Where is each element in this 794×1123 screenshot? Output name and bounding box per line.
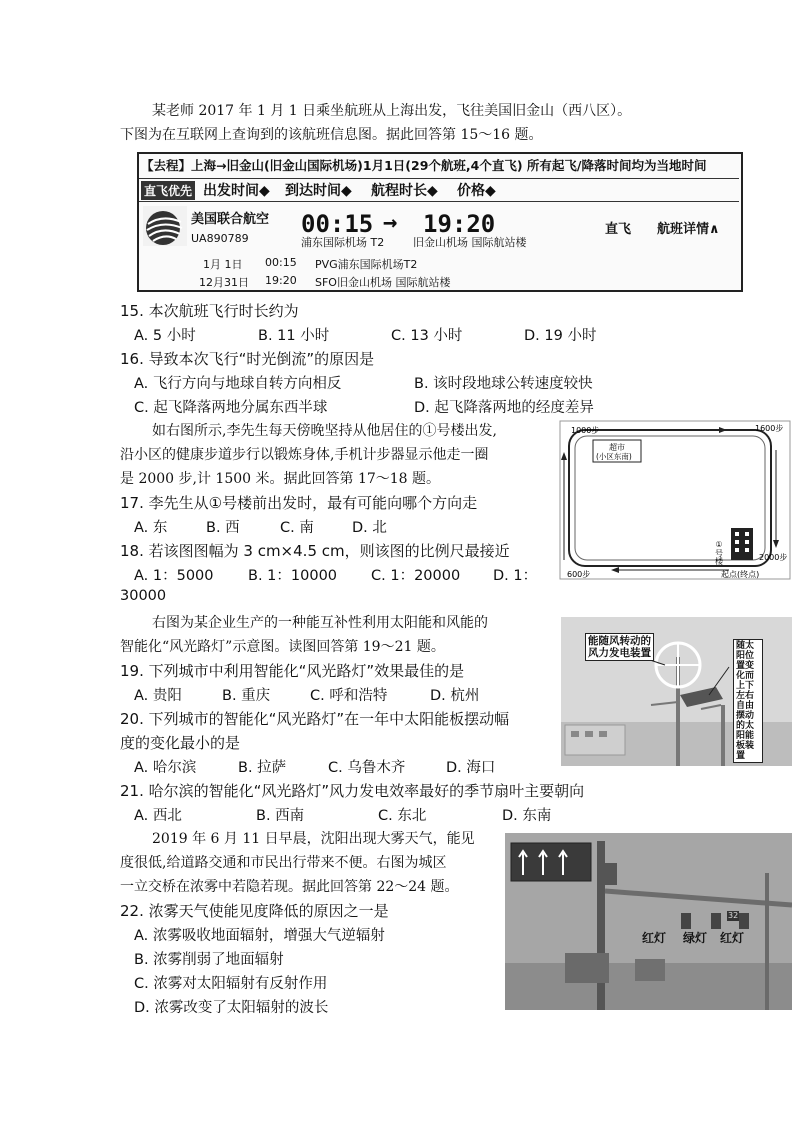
q17-option-a: A. 东	[134, 520, 168, 536]
q19-option-a: A. 贵阳	[134, 688, 182, 704]
intro-line-1: 某老师 2017 年 1 月 1 日乘坐航班从上海出发，飞往美国旧金山（西八区）。	[152, 103, 632, 119]
airline-globe-icon	[143, 206, 187, 246]
intro-line-2: 下图为在互联网上查询到的该航班信息图。据此回答第 15～16 题。	[120, 127, 543, 143]
depart-airport: 浦东国际机场 T2	[301, 236, 385, 249]
sort-depart: 出发时间◆	[203, 183, 270, 199]
arrive-airport: 旧金山机场 国际航站楼	[413, 236, 527, 249]
green-light-label: 绿灯	[683, 931, 708, 945]
intro17-line-1: 如右图所示,李先生每天傍晚坚持从他居住的①号楼出发,	[152, 423, 497, 439]
signal-countdown: 32	[728, 911, 739, 920]
q15-stem: 15. 本次航班飞行时长约为	[120, 302, 299, 320]
q19-option-c: C. 呼和浩特	[310, 688, 388, 704]
sort-duration: 航程时长◆	[371, 183, 438, 199]
foggy-overpass-photo	[505, 833, 792, 1010]
intro19-line-1: 右图为某企业生产的一种能互补性利用太阳能和风能的	[152, 615, 488, 631]
q20-option-d: D. 海口	[446, 760, 496, 776]
map-label-2000: 2000步	[759, 553, 788, 562]
q18-option-c: C. 1：20000	[371, 568, 461, 584]
q21-option-a: A. 西北	[134, 808, 182, 824]
q20-stem-1: 20. 下列城市的智能化“风光路灯”在一年中太阳能板摆动幅	[120, 710, 510, 728]
q17-option-b: B. 西	[206, 520, 240, 536]
intro22-line-1: 2019 年 6 月 11 日早晨，沈阳出现大雾天气，能见	[152, 831, 475, 847]
red-light-label-1: 红灯	[642, 931, 667, 945]
map-building-label: ①号楼	[714, 540, 724, 565]
q22-option-b: B. 浓雾削弱了地面辐射	[134, 952, 284, 968]
q22-option-d: D. 浓雾改变了太阳辐射的波长	[134, 1000, 329, 1016]
q20-option-a: A. 哈尔滨	[134, 760, 197, 776]
q19-option-d: D. 杭州	[430, 688, 480, 704]
q22-option-a: A. 浓雾吸收地面辐射，增强大气逆辐射	[134, 928, 385, 944]
map-supermarket: 超市	[609, 443, 625, 452]
arrow: →	[383, 208, 398, 236]
flight-details-link[interactable]: 航班详情∧	[657, 222, 720, 237]
q16-option-a: A. 飞行方向与地球自转方向相反	[134, 376, 342, 392]
q19-option-b: B. 重庆	[222, 688, 271, 704]
q22-stem: 22. 浓雾天气使能见度降低的原因之一是	[120, 902, 389, 920]
seg1-time: 00:15	[265, 256, 297, 269]
map-start-label: 起点(终点)	[721, 570, 760, 579]
q17-stem: 17. 李先生从①号楼前出发时，最有可能向哪个方向走	[120, 494, 478, 512]
q18-option-a: A. 1：5000	[134, 568, 214, 584]
red-light-label-2: 红灯	[720, 931, 745, 945]
q15-option-d: D. 19 小时	[524, 328, 597, 344]
q18-stem: 18. 若该图图幅为 3 cm×4.5 cm，则该图的比例尺最接近	[120, 542, 510, 560]
sort-price: 价格◆	[457, 183, 496, 199]
sort-arrive: 到达时间◆	[285, 183, 352, 199]
q16-option-b: B. 该时段地球公转速度较快	[414, 376, 593, 392]
map-label-600: 600步	[567, 570, 591, 579]
intro22-line-2: 度很低,给道路交通和市民出行带来不便。右图为城区	[120, 855, 447, 871]
flight-row	[139, 202, 739, 254]
intro22-line-3: 一立交桥在浓雾中若隐若现。据此回答第 22～24 题。	[120, 879, 459, 895]
flight-number: UA890789	[191, 232, 249, 245]
q22-option-c: C. 浓雾对太阳辐射有反射作用	[134, 976, 328, 992]
wind-solar-lamp-photo	[561, 617, 792, 766]
q16-option-d: D. 起飞降落两地的经度差异	[414, 400, 594, 416]
q21-option-d: D. 东南	[502, 808, 552, 824]
q21-stem: 21. 哈尔滨的智能化“风光路灯”风力发电效率最好的季节扇叶主要朝向	[120, 782, 585, 800]
flight-info-figure	[137, 152, 743, 292]
q15-option-c: C. 13 小时	[391, 328, 463, 344]
q20-option-c: C. 乌鲁木齐	[328, 760, 406, 776]
q20-stem-2: 度的变化最小的是	[120, 734, 241, 752]
nonstop-label: 直飞	[605, 222, 632, 237]
q17-option-c: C. 南	[280, 520, 314, 536]
map-supermarket-sub: (小区东南)	[596, 452, 632, 461]
seg2-place: SFO旧金山机场 国际航站楼	[315, 276, 451, 289]
intro17-line-3: 是 2000 步,计 1500 米。据此回答第 17～18 题。	[120, 471, 441, 487]
q18-option-d-cont: 30000	[120, 588, 167, 604]
arrive-time: 19:20	[423, 210, 496, 238]
q21-option-c: C. 东北	[378, 808, 427, 824]
q18-option-d: D. 1：	[493, 568, 538, 584]
sort-bar	[139, 178, 739, 202]
map-label-1000: 1000步	[571, 426, 600, 435]
map-label-1600: 1600步	[755, 424, 784, 433]
seg1-place: PVG浦东国际机场T2	[315, 258, 418, 271]
q15-option-a: A. 5 小时	[134, 328, 196, 344]
wind-device-callout: 能随风转动的 风力发电装置	[585, 633, 654, 661]
intro17-line-2: 沿小区的健康步道步行以锻炼身体,手机计步器显示他走一圈	[120, 447, 489, 463]
seg2-time: 19:20	[265, 274, 297, 287]
airline-name: 美国联合航空	[191, 212, 270, 227]
q20-option-b: B. 拉萨	[238, 760, 287, 776]
q21-option-b: B. 西南	[256, 808, 305, 824]
q18-option-b: B. 1：10000	[248, 568, 338, 584]
intro19-line-2: 智能化“风光路灯”示意图。读图回答第 19～21 题。	[120, 639, 445, 655]
q19-stem: 19. 下列城市中利用智能化“风光路灯”效果最佳的是	[120, 662, 465, 680]
q16-stem: 16. 导致本次飞行“时光倒流”的原因是	[120, 350, 375, 368]
solar-panel-callout: 随太 阳位 置变 化而 上下 左右 自由 摆动 的太 阳能 板装 置	[733, 639, 763, 763]
route-map-svg	[559, 420, 791, 580]
fog-illustration	[505, 833, 792, 1010]
q16-option-c: C. 起飞降落两地分属东西半球	[134, 400, 328, 416]
seg2-date: 12月31日	[199, 276, 249, 289]
depart-time: 00:15	[301, 210, 374, 238]
q15-option-b: B. 11 小时	[258, 328, 330, 344]
q17-option-d: D. 北	[352, 520, 387, 536]
flight-header: 【去程】上海→旧金山(旧金山国际机场)1月1日(29个航班,4个直飞) 所有起飞/降落时间均为当地时间	[141, 158, 707, 173]
direct-priority-tag: 直飞优先	[141, 181, 195, 200]
seg1-date: 1月 1日	[203, 258, 243, 271]
walking-route-map	[559, 420, 791, 580]
